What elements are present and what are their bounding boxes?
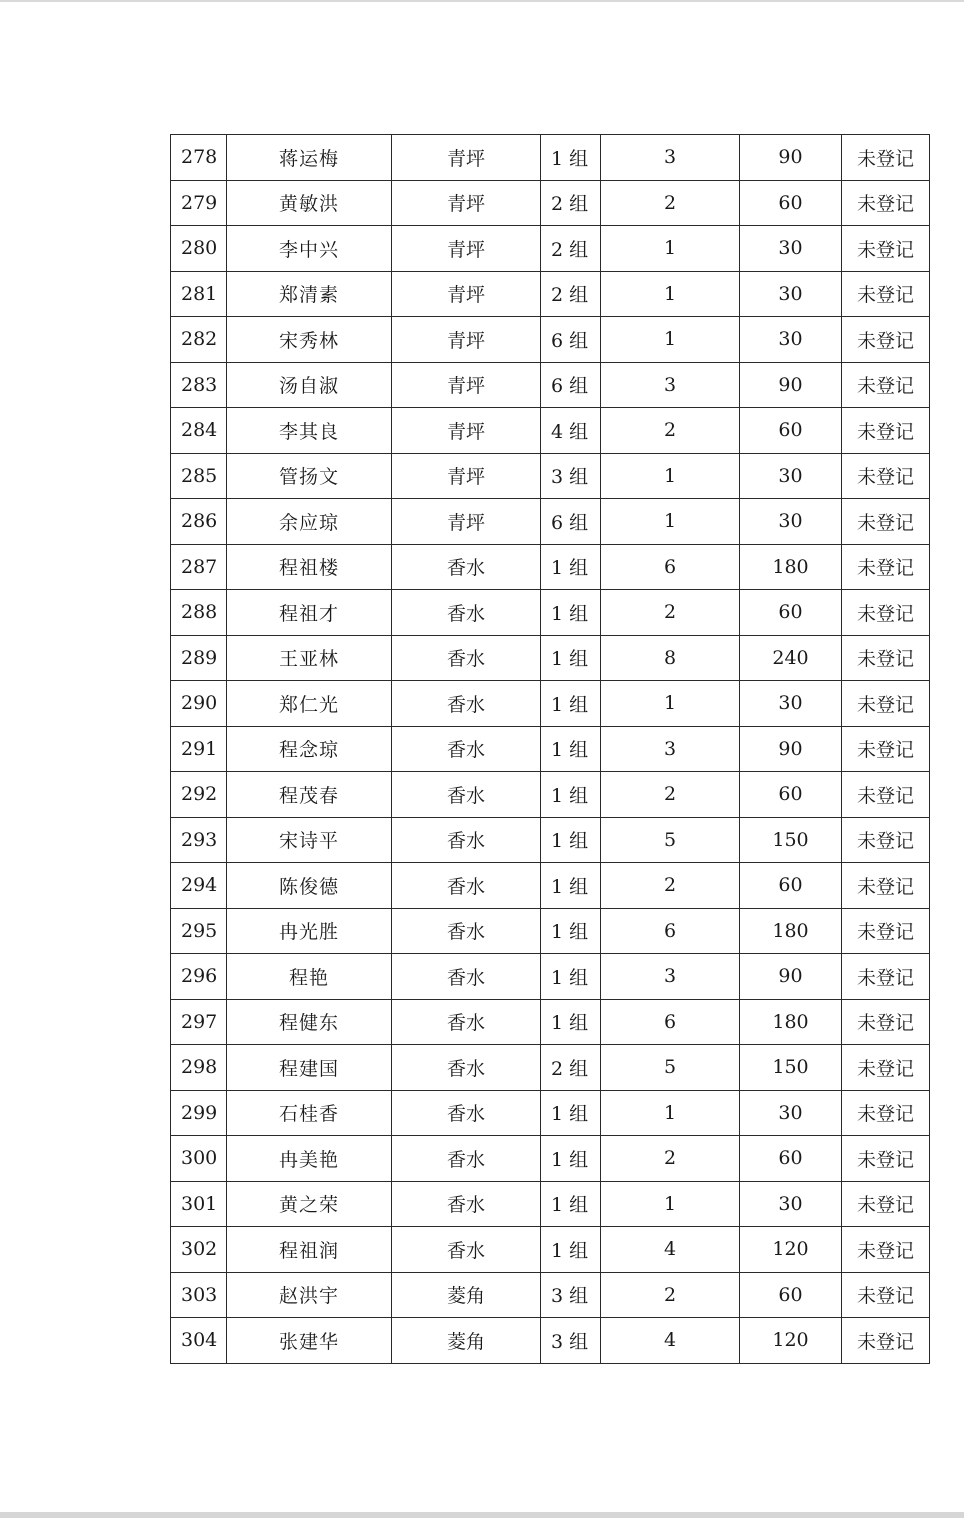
name-cell: 李其良 bbox=[227, 408, 392, 454]
group-cell: 1 组 bbox=[541, 635, 601, 681]
amount-cell: 120 bbox=[740, 1227, 842, 1273]
count-cell: 6 bbox=[601, 908, 740, 954]
count-cell: 1 bbox=[601, 226, 740, 272]
amount-cell: 150 bbox=[740, 1045, 842, 1091]
count-cell: 1 bbox=[601, 681, 740, 727]
count-cell: 3 bbox=[601, 954, 740, 1000]
amount-cell: 60 bbox=[740, 863, 842, 909]
roster-table-body bbox=[171, 135, 930, 1364]
village-cell: 青坪 bbox=[392, 453, 541, 499]
village-cell: 青坪 bbox=[392, 180, 541, 226]
table-row bbox=[171, 544, 930, 590]
amount-cell: 30 bbox=[740, 317, 842, 363]
status-cell: 未登记 bbox=[842, 544, 930, 590]
name-cell: 蒋运梅 bbox=[227, 135, 392, 181]
table-row bbox=[171, 226, 930, 272]
amount-cell: 30 bbox=[740, 1181, 842, 1227]
count-cell: 2 bbox=[601, 1272, 740, 1318]
group-cell: 1 组 bbox=[541, 544, 601, 590]
status-cell: 未登记 bbox=[842, 135, 930, 181]
name-cell: 郑清素 bbox=[227, 271, 392, 317]
status-cell: 未登记 bbox=[842, 590, 930, 636]
name-cell: 程健东 bbox=[227, 999, 392, 1045]
amount-cell: 120 bbox=[740, 1318, 842, 1364]
status-cell: 未登记 bbox=[842, 908, 930, 954]
page-top-edge bbox=[0, 0, 964, 2]
village-cell: 香水 bbox=[392, 635, 541, 681]
count-cell: 1 bbox=[601, 271, 740, 317]
count-cell: 1 bbox=[601, 499, 740, 545]
amount-cell: 180 bbox=[740, 999, 842, 1045]
table-row bbox=[171, 135, 930, 181]
status-cell: 未登记 bbox=[842, 863, 930, 909]
status-cell: 未登记 bbox=[842, 1181, 930, 1227]
amount-cell: 60 bbox=[740, 180, 842, 226]
group-cell: 1 组 bbox=[541, 772, 601, 818]
group-cell: 1 组 bbox=[541, 590, 601, 636]
amount-cell: 90 bbox=[740, 135, 842, 181]
group-cell: 2 组 bbox=[541, 271, 601, 317]
village-cell: 香水 bbox=[392, 817, 541, 863]
serial-number-cell: 302 bbox=[171, 1227, 227, 1273]
serial-number-cell: 295 bbox=[171, 908, 227, 954]
village-cell: 青坪 bbox=[392, 362, 541, 408]
status-cell: 未登记 bbox=[842, 317, 930, 363]
amount-cell: 30 bbox=[740, 453, 842, 499]
count-cell: 1 bbox=[601, 1181, 740, 1227]
group-cell: 3 组 bbox=[541, 1272, 601, 1318]
group-cell: 3 组 bbox=[541, 1318, 601, 1364]
group-cell: 1 组 bbox=[541, 1136, 601, 1182]
name-cell: 陈俊德 bbox=[227, 863, 392, 909]
village-cell: 香水 bbox=[392, 726, 541, 772]
serial-number-cell: 298 bbox=[171, 1045, 227, 1091]
village-cell: 菱角 bbox=[392, 1272, 541, 1318]
amount-cell: 30 bbox=[740, 1090, 842, 1136]
group-cell: 6 组 bbox=[541, 499, 601, 545]
serial-number-cell: 294 bbox=[171, 863, 227, 909]
name-cell: 黄敏洪 bbox=[227, 180, 392, 226]
status-cell: 未登记 bbox=[842, 726, 930, 772]
table-row bbox=[171, 1181, 930, 1227]
table-row bbox=[171, 1090, 930, 1136]
amount-cell: 240 bbox=[740, 635, 842, 681]
page-bottom-edge bbox=[0, 1512, 964, 1518]
village-cell: 青坪 bbox=[392, 226, 541, 272]
serial-number-cell: 288 bbox=[171, 590, 227, 636]
name-cell: 李中兴 bbox=[227, 226, 392, 272]
table-row bbox=[171, 180, 930, 226]
table-row bbox=[171, 590, 930, 636]
name-cell: 宋秀林 bbox=[227, 317, 392, 363]
serial-number-cell: 281 bbox=[171, 271, 227, 317]
status-cell: 未登记 bbox=[842, 499, 930, 545]
name-cell: 程祖楼 bbox=[227, 544, 392, 590]
group-cell: 3 组 bbox=[541, 453, 601, 499]
table-row bbox=[171, 271, 930, 317]
group-cell: 6 组 bbox=[541, 317, 601, 363]
count-cell: 2 bbox=[601, 408, 740, 454]
table-row bbox=[171, 817, 930, 863]
table-row bbox=[171, 1045, 930, 1091]
status-cell: 未登记 bbox=[842, 1272, 930, 1318]
count-cell: 2 bbox=[601, 180, 740, 226]
table-row bbox=[171, 408, 930, 454]
village-cell: 香水 bbox=[392, 544, 541, 590]
serial-number-cell: 278 bbox=[171, 135, 227, 181]
amount-cell: 30 bbox=[740, 271, 842, 317]
serial-number-cell: 280 bbox=[171, 226, 227, 272]
amount-cell: 150 bbox=[740, 817, 842, 863]
table-row bbox=[171, 772, 930, 818]
status-cell: 未登记 bbox=[842, 954, 930, 1000]
name-cell: 冉光胜 bbox=[227, 908, 392, 954]
serial-number-cell: 303 bbox=[171, 1272, 227, 1318]
table-row bbox=[171, 1318, 930, 1364]
village-cell: 香水 bbox=[392, 999, 541, 1045]
amount-cell: 60 bbox=[740, 408, 842, 454]
table-row bbox=[171, 362, 930, 408]
name-cell: 余应琼 bbox=[227, 499, 392, 545]
name-cell: 程念琼 bbox=[227, 726, 392, 772]
status-cell: 未登记 bbox=[842, 681, 930, 727]
village-cell: 香水 bbox=[392, 863, 541, 909]
name-cell: 石桂香 bbox=[227, 1090, 392, 1136]
amount-cell: 60 bbox=[740, 590, 842, 636]
serial-number-cell: 297 bbox=[171, 999, 227, 1045]
status-cell: 未登记 bbox=[842, 1045, 930, 1091]
table-row bbox=[171, 954, 930, 1000]
status-cell: 未登记 bbox=[842, 1090, 930, 1136]
name-cell: 程祖润 bbox=[227, 1227, 392, 1273]
amount-cell: 60 bbox=[740, 1272, 842, 1318]
group-cell: 1 组 bbox=[541, 954, 601, 1000]
table-row bbox=[171, 317, 930, 363]
name-cell: 赵洪宇 bbox=[227, 1272, 392, 1318]
serial-number-cell: 293 bbox=[171, 817, 227, 863]
count-cell: 5 bbox=[601, 817, 740, 863]
group-cell: 1 组 bbox=[541, 1181, 601, 1227]
serial-number-cell: 301 bbox=[171, 1181, 227, 1227]
table-row bbox=[171, 681, 930, 727]
village-cell: 香水 bbox=[392, 1090, 541, 1136]
status-cell: 未登记 bbox=[842, 226, 930, 272]
table-row bbox=[171, 453, 930, 499]
status-cell: 未登记 bbox=[842, 271, 930, 317]
count-cell: 4 bbox=[601, 1227, 740, 1273]
village-cell: 香水 bbox=[392, 772, 541, 818]
count-cell: 3 bbox=[601, 362, 740, 408]
group-cell: 6 组 bbox=[541, 362, 601, 408]
amount-cell: 180 bbox=[740, 544, 842, 590]
count-cell: 4 bbox=[601, 1318, 740, 1364]
roster-table bbox=[170, 134, 930, 1364]
count-cell: 3 bbox=[601, 726, 740, 772]
table-row bbox=[171, 863, 930, 909]
group-cell: 1 组 bbox=[541, 999, 601, 1045]
village-cell: 香水 bbox=[392, 1181, 541, 1227]
count-cell: 1 bbox=[601, 1090, 740, 1136]
table-row bbox=[171, 908, 930, 954]
status-cell: 未登记 bbox=[842, 1136, 930, 1182]
village-cell: 青坪 bbox=[392, 408, 541, 454]
status-cell: 未登记 bbox=[842, 362, 930, 408]
amount-cell: 30 bbox=[740, 681, 842, 727]
serial-number-cell: 290 bbox=[171, 681, 227, 727]
group-cell: 1 组 bbox=[541, 135, 601, 181]
group-cell: 1 组 bbox=[541, 817, 601, 863]
village-cell: 香水 bbox=[392, 1227, 541, 1273]
count-cell: 6 bbox=[601, 544, 740, 590]
table-row bbox=[171, 1227, 930, 1273]
name-cell: 程建国 bbox=[227, 1045, 392, 1091]
serial-number-cell: 291 bbox=[171, 726, 227, 772]
count-cell: 2 bbox=[601, 590, 740, 636]
serial-number-cell: 282 bbox=[171, 317, 227, 363]
status-cell: 未登记 bbox=[842, 180, 930, 226]
group-cell: 1 组 bbox=[541, 1090, 601, 1136]
table-row bbox=[171, 726, 930, 772]
village-cell: 青坪 bbox=[392, 317, 541, 363]
status-cell: 未登记 bbox=[842, 1227, 930, 1273]
serial-number-cell: 285 bbox=[171, 453, 227, 499]
name-cell: 王亚林 bbox=[227, 635, 392, 681]
count-cell: 1 bbox=[601, 317, 740, 363]
count-cell: 2 bbox=[601, 863, 740, 909]
amount-cell: 90 bbox=[740, 362, 842, 408]
group-cell: 4 组 bbox=[541, 408, 601, 454]
table-row bbox=[171, 1272, 930, 1318]
village-cell: 青坪 bbox=[392, 499, 541, 545]
serial-number-cell: 284 bbox=[171, 408, 227, 454]
name-cell: 程茂春 bbox=[227, 772, 392, 818]
count-cell: 6 bbox=[601, 999, 740, 1045]
name-cell: 黄之荣 bbox=[227, 1181, 392, 1227]
village-cell: 青坪 bbox=[392, 135, 541, 181]
name-cell: 程祖才 bbox=[227, 590, 392, 636]
amount-cell: 30 bbox=[740, 499, 842, 545]
table-row bbox=[171, 1136, 930, 1182]
serial-number-cell: 296 bbox=[171, 954, 227, 1000]
table-row bbox=[171, 999, 930, 1045]
status-cell: 未登记 bbox=[842, 408, 930, 454]
amount-cell: 60 bbox=[740, 1136, 842, 1182]
name-cell: 汤自淑 bbox=[227, 362, 392, 408]
name-cell: 程艳 bbox=[227, 954, 392, 1000]
amount-cell: 30 bbox=[740, 226, 842, 272]
amount-cell: 60 bbox=[740, 772, 842, 818]
village-cell: 香水 bbox=[392, 681, 541, 727]
status-cell: 未登记 bbox=[842, 817, 930, 863]
village-cell: 香水 bbox=[392, 590, 541, 636]
status-cell: 未登记 bbox=[842, 635, 930, 681]
group-cell: 1 组 bbox=[541, 908, 601, 954]
count-cell: 5 bbox=[601, 1045, 740, 1091]
serial-number-cell: 292 bbox=[171, 772, 227, 818]
name-cell: 冉美艳 bbox=[227, 1136, 392, 1182]
name-cell: 宋诗平 bbox=[227, 817, 392, 863]
status-cell: 未登记 bbox=[842, 1318, 930, 1364]
village-cell: 香水 bbox=[392, 1045, 541, 1091]
table-row bbox=[171, 499, 930, 545]
group-cell: 2 组 bbox=[541, 1045, 601, 1091]
count-cell: 1 bbox=[601, 453, 740, 499]
serial-number-cell: 287 bbox=[171, 544, 227, 590]
group-cell: 1 组 bbox=[541, 681, 601, 727]
village-cell: 香水 bbox=[392, 1136, 541, 1182]
group-cell: 2 组 bbox=[541, 180, 601, 226]
count-cell: 3 bbox=[601, 135, 740, 181]
count-cell: 8 bbox=[601, 635, 740, 681]
amount-cell: 90 bbox=[740, 726, 842, 772]
serial-number-cell: 300 bbox=[171, 1136, 227, 1182]
amount-cell: 180 bbox=[740, 908, 842, 954]
group-cell: 1 组 bbox=[541, 1227, 601, 1273]
group-cell: 1 组 bbox=[541, 726, 601, 772]
serial-number-cell: 304 bbox=[171, 1318, 227, 1364]
status-cell: 未登记 bbox=[842, 999, 930, 1045]
village-cell: 青坪 bbox=[392, 271, 541, 317]
status-cell: 未登记 bbox=[842, 772, 930, 818]
village-cell: 香水 bbox=[392, 908, 541, 954]
serial-number-cell: 286 bbox=[171, 499, 227, 545]
name-cell: 管扬文 bbox=[227, 453, 392, 499]
serial-number-cell: 283 bbox=[171, 362, 227, 408]
amount-cell: 90 bbox=[740, 954, 842, 1000]
name-cell: 张建华 bbox=[227, 1318, 392, 1364]
status-cell: 未登记 bbox=[842, 453, 930, 499]
serial-number-cell: 289 bbox=[171, 635, 227, 681]
village-cell: 菱角 bbox=[392, 1318, 541, 1364]
count-cell: 2 bbox=[601, 1136, 740, 1182]
group-cell: 1 组 bbox=[541, 863, 601, 909]
name-cell: 郑仁光 bbox=[227, 681, 392, 727]
group-cell: 2 组 bbox=[541, 226, 601, 272]
village-cell: 香水 bbox=[392, 954, 541, 1000]
count-cell: 2 bbox=[601, 772, 740, 818]
serial-number-cell: 299 bbox=[171, 1090, 227, 1136]
serial-number-cell: 279 bbox=[171, 180, 227, 226]
table-row bbox=[171, 635, 930, 681]
